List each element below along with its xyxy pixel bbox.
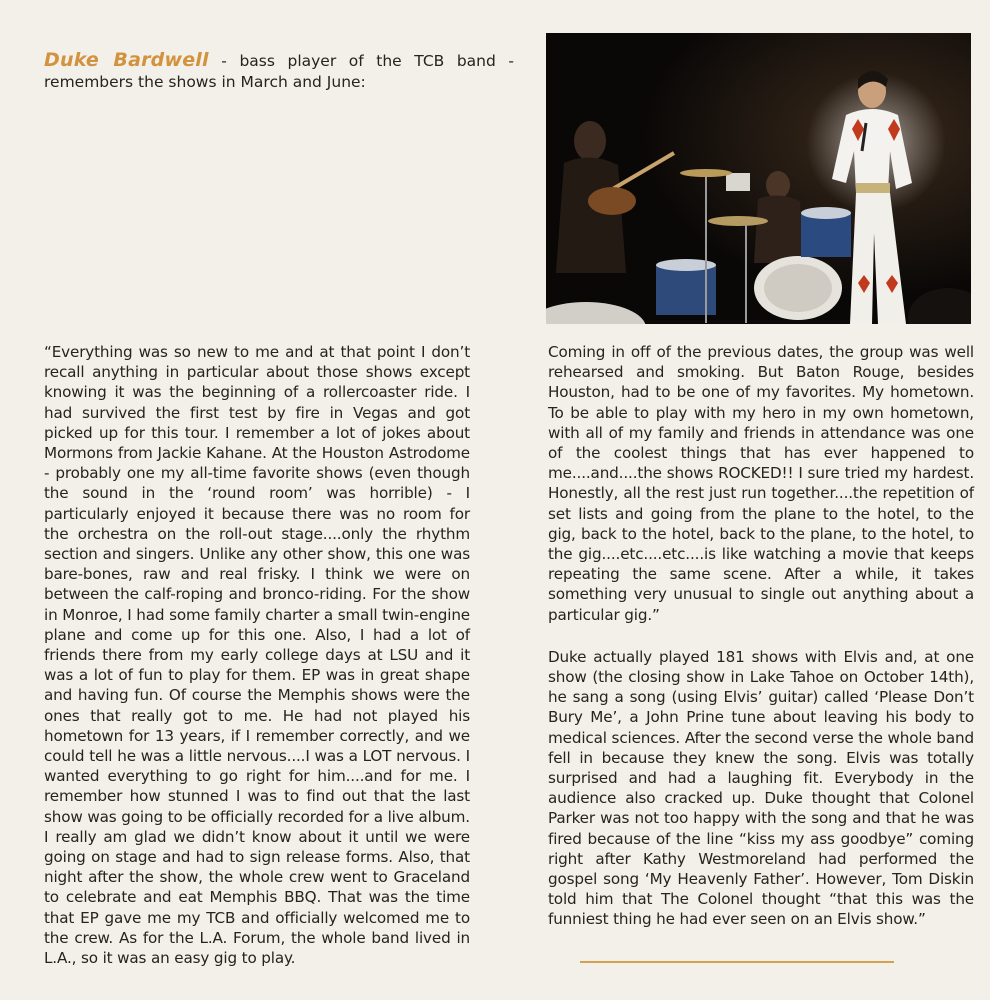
concert-photo <box>546 33 971 324</box>
quote-column-right <box>548 342 974 930</box>
intro-text: - bass player of the TCB band - remembers the shows in March and June: <box>44 52 514 91</box>
quote-paragraph-left: “Everything was so new to me and at that point I don’t recall anything in particular about those shows except knowing it was the beginning of a rollercoaster ride. I had survived the first test by fire in Vegas and got picked up for this tour. I remember a lot of jokes about Mormons from Jackie Kahane. At the Houston Astrodome - probably one my all-time favorite shows (even though the sound in the ‘round room’ was horrible) - I particularly enjoyed it because there was no room for the orchestra on the roll-out stage....only the rhythm section and singers. Unlike any other show, this one was bare-bones, raw and real frisky. I think we were on between the calf-roping and bronco-riding. For the show in Monroe, I had some family charter a small twin-engine plane and come up for this one. Also, I had a lot of friends there from my early college days at LSU and it was a lot of fun to play for them. EP was in great shape and having fun. Of course the Memphis shows were the ones that really got to me. He had not played his hometown for 13 years, if I remember correctly, and we could tell he was a little nervous....I was a LOT nervous. I wanted everything to go right for him....and for me. I remember how stunned I was to find out that the last show was going to be officially recorded for a live album. I really am glad we didn’t know about it until we were going on stage and had to sign release forms. Also, that night after the show, the whole crew went to Graceland to celebrate and eat Memphis BBQ. That was the time that EP gave me my TCB and officially welcomed me to the crew. As for the L.A. Forum, the whole band lived in L.A., so it was an easy gig to play. <box>44 343 470 968</box>
intro-heading <box>44 50 514 93</box>
quote-paragraph-right: Coming in off of the previous dates, the group was well rehearsed and smoking. But Baton Rouge, besides Houston, had to be one of my favorites. My hometown. To be able to play with my hero in my own hometown, with all of my family and friends in attendance was one of the coolest things that has ever happened to me....and....the shows ROCKED!! I sure tried my hardest. Honestly, all the rest just run together....the repetition of set lists and going from the plane to the hotel, to the gig, back to the hotel, back to the plane, to the hotel, to the gig....etc....etc....is like watching a movie that keeps repeating the same scene. After a while, it takes something very unusual to single out anything about a particular gig.” <box>548 343 974 624</box>
performer-name: Duke Bardwell <box>44 49 209 71</box>
decorative-divider <box>580 961 894 963</box>
concert-photo-illustration <box>546 33 971 324</box>
narrative-paragraph: Duke actually played 181 shows with Elvis and, at one show (the closing show in Lake Tahoe on October 14th), he sang a song (using Elvis’ guitar) called ‘Please Don’t Bury Me’, a John Prine tune about leaving his body to medical sciences. After the second verse the whole band fell in because they knew the song. Elvis was totally surprised and had a laughing fit. Everybody in the audience also cracked up. Duke thought that Colonel Parker was not too happy with the song and that he was fired because of the line “kiss my ass goodbye” coming right after Kathy Westmoreland had performed the gospel song ‘My Heavenly Father’. However, Tom Diskin told him that The Colonel thought “that this was the funniest thing he had ever seen on an Elvis show.” <box>548 647 974 929</box>
quote-column-left <box>44 342 470 968</box>
